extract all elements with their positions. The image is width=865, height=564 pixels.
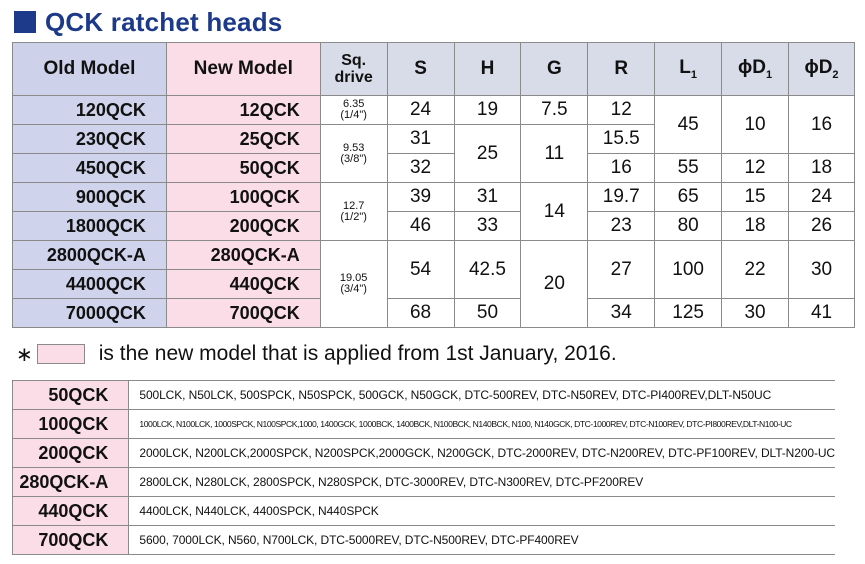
l1-cell: 55 [655, 154, 722, 183]
old-model-cell: 230QCK [13, 125, 167, 154]
new-model-cell: 200QCK [166, 212, 320, 241]
g-cell: 20 [521, 241, 588, 328]
r-cell: 23 [588, 212, 655, 241]
d1-cell: 10 [722, 96, 789, 154]
compat-list-cell: 2000LCK, N200LCK,2000SPCK, N200SPCK,2000GCK, N200GCK, DTC-2000REV, DTC-N200REV, DTC-PF100REV, DLT-N200-UC [129, 439, 835, 468]
r-cell: 27 [588, 241, 655, 299]
d2-cell: 41 [789, 299, 855, 328]
legend-note [16, 340, 617, 368]
compat-list-cell: 1000LCK, N100LCK, 1000SPCK, N100SPCK,1000, 1400GCK, 1000BCK, 1400BCK, N100BCK, N140BCK, N100, N140GCK, DTC-1000REV, DTC-N100REV, DTC-PI800REV,DLT-N100-UC [129, 410, 835, 439]
old-model-cell: 1800QCK [13, 212, 167, 241]
r-cell: 34 [588, 299, 655, 328]
compat-model-cell: 50QCK [13, 381, 129, 410]
sq-drive-mm: 19.05 [339, 272, 368, 284]
d2-cell: 26 [789, 212, 855, 241]
spec-row [13, 299, 855, 328]
header-l1-label: L [679, 57, 691, 79]
h-cell: 50 [454, 299, 521, 328]
spec-header-row [13, 43, 855, 96]
h-cell: 33 [454, 212, 521, 241]
sq-drive-mm: 12.7 [342, 199, 365, 212]
g-cell: 11 [521, 125, 588, 183]
d2-cell: 16 [789, 96, 855, 154]
header-old-model: Old Model [13, 43, 167, 96]
new-model-cell: 440QCK [166, 270, 320, 299]
new-model-cell: 50QCK [166, 154, 320, 183]
s-cell: 68 [387, 299, 454, 328]
compat-model-cell: 100QCK [13, 410, 129, 439]
legend-note-text: is the new model that is applied from 1st January, 2016. [98, 342, 617, 365]
spec-table [12, 42, 855, 328]
header-l1-sub: 1 [690, 68, 698, 81]
spec-row [13, 212, 855, 241]
sq-drive-inch: (3/4") [340, 283, 367, 295]
old-model-cell: 450QCK [13, 154, 167, 183]
old-model-cell: 900QCK [13, 183, 167, 212]
spec-row [13, 96, 855, 125]
d2-cell: 30 [789, 241, 855, 299]
header-sq-line2: drive [334, 69, 373, 86]
sq-drive-cell [320, 183, 387, 241]
header-d2-sub: 2 [832, 68, 839, 81]
spec-row [13, 241, 855, 270]
header-g: G [521, 43, 588, 96]
sq-drive-inch: (3/8") [340, 152, 367, 165]
header-r: R [588, 43, 655, 96]
sq-drive-mm: 9.53 [342, 141, 365, 154]
header-sq-line1: Sq. [341, 52, 367, 69]
compat-list-cell: 5600, 7000LCK, N560, N700LCK, DTC-5000REV, DTC-N500REV, DTC-PF400REV [129, 526, 835, 555]
header-h: H [454, 43, 521, 96]
d1-cell: 30 [722, 299, 789, 328]
h-cell: 25 [454, 125, 521, 183]
l1-cell: 45 [655, 96, 722, 154]
sq-drive-cell [320, 241, 387, 328]
compat-list-cell: 2800LCK, N280LCK, 2800SPCK, N280SPCK, DTC-3000REV, DTC-N300REV, DTC-PF200REV [129, 468, 835, 497]
title-square-icon [14, 11, 36, 33]
compat-model-cell: 200QCK [13, 439, 129, 468]
sq-drive-cell [320, 96, 387, 125]
title-row [14, 6, 282, 38]
spec-row [13, 154, 855, 183]
compatibility-table [12, 380, 835, 555]
new-model-cell: 100QCK [166, 183, 320, 212]
header-new-model: New Model [166, 43, 320, 96]
sq-drive-mm: 6.35 [342, 98, 365, 110]
asterisk-icon: ∗ [16, 343, 33, 366]
header-d2-label: ϕD [804, 57, 833, 79]
h-cell: 31 [454, 183, 521, 212]
old-model-cell: 120QCK [13, 96, 167, 125]
old-model-cell: 7000QCK [13, 299, 167, 328]
sq-drive-inch: (1/4") [340, 109, 367, 121]
old-model-cell: 4400QCK [13, 270, 167, 299]
compat-model-cell: 440QCK [13, 497, 129, 526]
l1-cell: 125 [655, 299, 722, 328]
r-cell: 15.5 [588, 125, 655, 154]
new-model-cell: 280QCK-A [166, 241, 320, 270]
page-title: QCK ratchet heads [45, 6, 283, 37]
compat-row [13, 468, 836, 497]
new-model-swatch [37, 344, 85, 364]
header-sq-drive [320, 43, 387, 96]
h-cell: 19 [454, 96, 521, 125]
compat-row [13, 439, 836, 468]
sq-drive-cell [320, 125, 387, 183]
spec-row [13, 183, 855, 212]
d2-cell: 24 [789, 183, 855, 212]
h-cell: 42.5 [454, 241, 521, 299]
g-cell: 14 [521, 183, 588, 241]
r-cell: 16 [588, 154, 655, 183]
d1-cell: 22 [722, 241, 789, 299]
compat-row [13, 381, 836, 410]
l1-cell: 80 [655, 212, 722, 241]
new-model-cell: 25QCK [166, 125, 320, 154]
l1-cell: 65 [655, 183, 722, 212]
compat-list-cell: 500LCK, N50LCK, 500SPCK, N50SPCK, 500GCK, N50GCK, DTC-500REV, DTC-N50REV, DTC-PI400REV,DLT-N50UC [129, 381, 835, 410]
s-cell: 32 [387, 154, 454, 183]
s-cell: 31 [387, 125, 454, 154]
header-l1 [655, 43, 722, 96]
header-d1-sub: 1 [765, 68, 773, 81]
s-cell: 39 [387, 183, 454, 212]
header-s: S [387, 43, 454, 96]
l1-cell: 100 [655, 241, 722, 299]
d1-cell: 18 [722, 212, 789, 241]
compat-model-cell: 700QCK [13, 526, 129, 555]
compat-row [13, 410, 836, 439]
header-d2 [789, 43, 855, 96]
new-model-cell: 700QCK [166, 299, 320, 328]
g-cell: 7.5 [521, 96, 588, 125]
d1-cell: 15 [722, 183, 789, 212]
compat-row [13, 526, 836, 555]
header-d1 [722, 43, 789, 96]
s-cell: 24 [387, 96, 454, 125]
compat-model-cell: 280QCK-A [13, 468, 129, 497]
compat-row [13, 497, 836, 526]
d2-cell: 18 [789, 154, 855, 183]
d1-cell: 12 [722, 154, 789, 183]
s-cell: 46 [387, 212, 454, 241]
r-cell: 12 [588, 96, 655, 125]
compat-list-cell: 4400LCK, N440LCK, 4400SPCK, N440SPCK [129, 497, 835, 526]
new-model-cell: 12QCK [166, 96, 320, 125]
sq-drive-inch: (1/2") [340, 210, 367, 223]
old-model-cell: 2800QCK-A [13, 241, 167, 270]
s-cell: 54 [387, 241, 454, 299]
r-cell: 19.7 [588, 183, 655, 212]
header-d1-label: ϕD [738, 57, 766, 79]
